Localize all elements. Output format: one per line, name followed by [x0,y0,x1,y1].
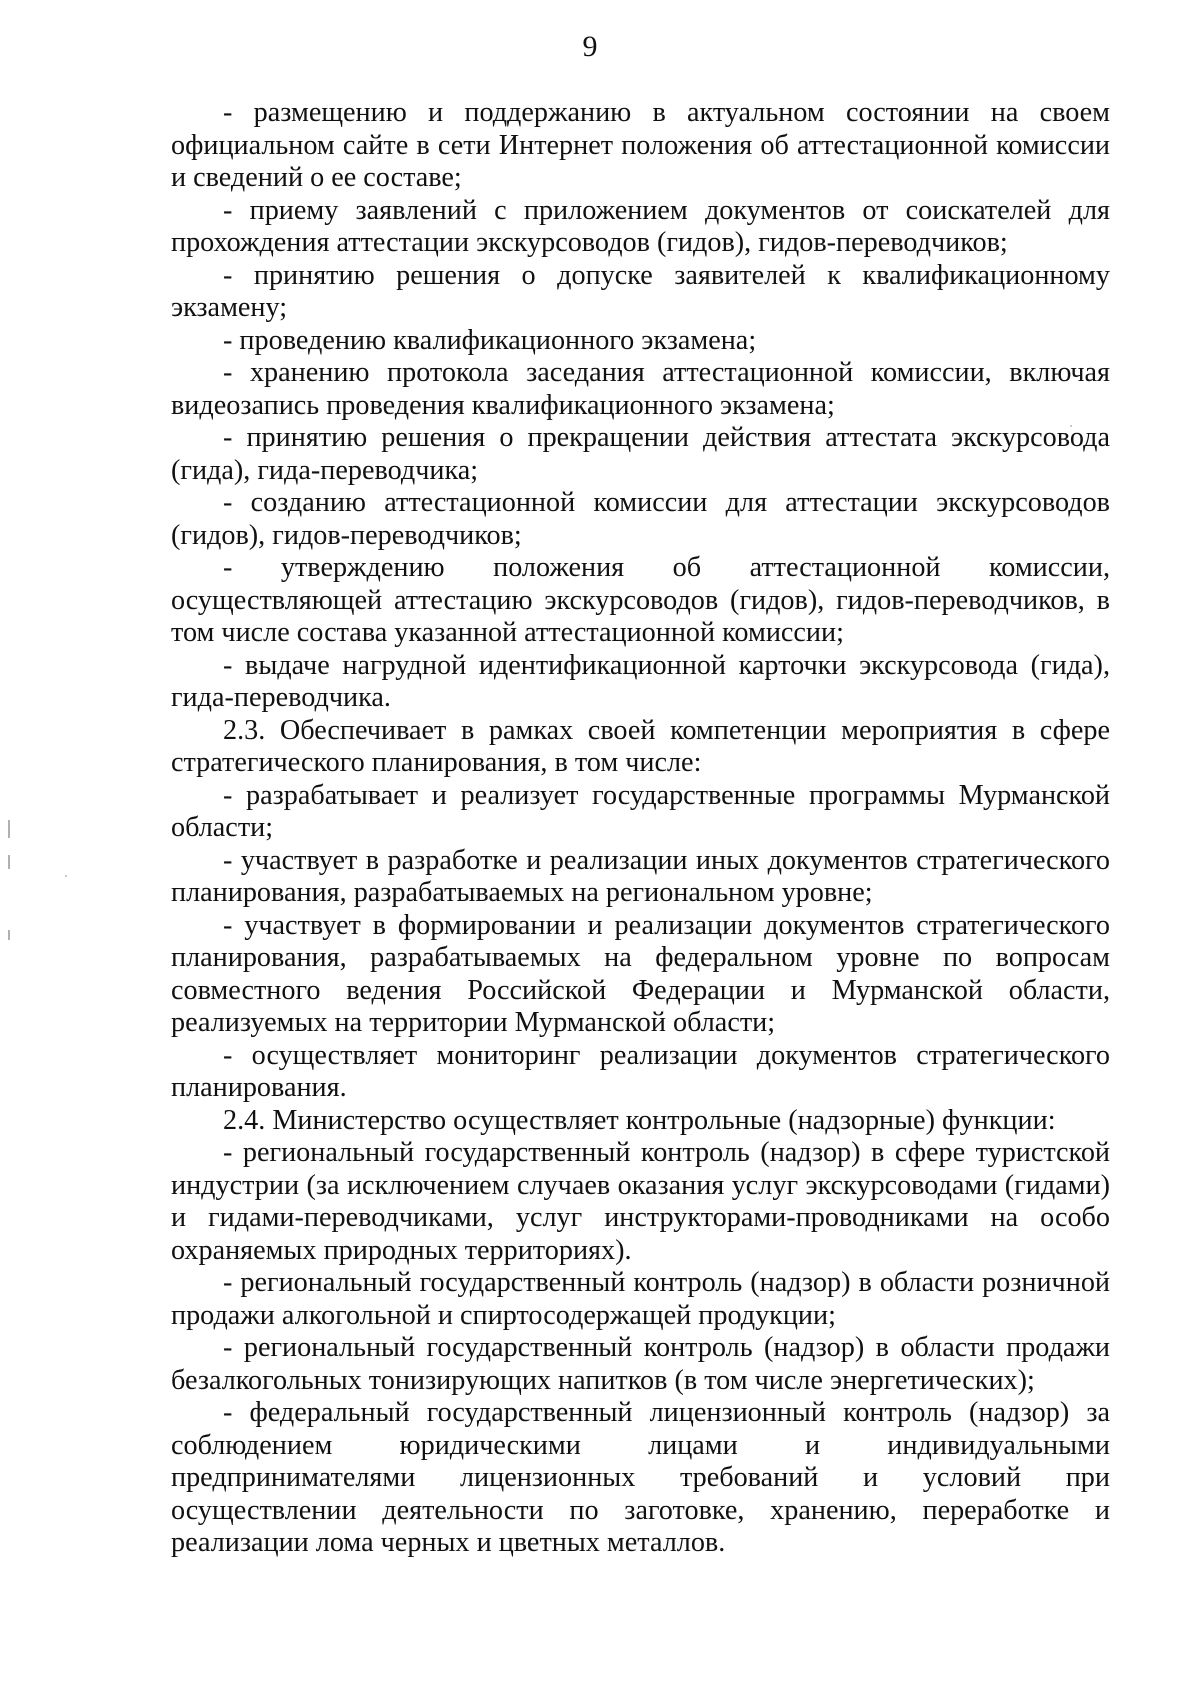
paragraph: - региональный государственный контроль (надзор) в сфере туристской индустрии (за исключением случаев оказания услуг экскурсоводами (гидами) и гидами-переводчиками, услуг инструкторами-проводниками на особо охраняемых природных территориях). [171,1137,1110,1266]
paragraph: - региональный государственный контроль (надзор) в области розничной продажи алкогольной и спиртосодержащей продукции; [171,1267,1110,1331]
scan-artifact-mark [8,855,10,869]
paragraph: - принятию решения о прекращении действия аттестата экскурсовода (гида), гида-переводчика; [171,422,1110,486]
section-paragraph: 2.4. Министерство осуществляет контрольные (надзорные) функции: [223,1104,1056,1136]
paragraph: - хранению протокола заседания аттестационной комиссии, включая видеозапись проведения квалификационного экзамена; [171,357,1110,421]
scan-artifact-dot [65,875,67,877]
paragraph: - проведению квалификационного экзамена; [223,324,757,356]
section-paragraph: 2.3. Обеспечивает в рамках своей компетенции мероприятия в сфере стратегического планирования, в том числе: [171,714,1110,778]
paragraph: - региональный государственный контроль (надзор) в области продажи безалкогольных тонизирующих напитков (в том числе энергетических); [171,1332,1110,1396]
page-number: 9 [582,30,598,63]
paragraph: - федеральный государственный лицензионный контроль (надзор) за соблюдением юридическими лицами и индивидуальными предпринимателями лицензионных требований и условий при осуществлении деятельности по заготовке, хранению, переработке и реализации лома черных и цветных металлов. [171,1397,1110,1558]
paragraph: - участвует в формировании и реализации документов стратегического планирования, разрабатываемых на федеральном уровне по вопросам совместного ведения Российской Федерации и Мурманской области, реализуемых на территории Мурманской области; [171,909,1110,1038]
paragraph: - утверждению положения об аттестационной комиссии, осуществляющей аттестацию экскурсоводов (гидов), гидов-переводчиков, в том числе состава указанной аттестационной комиссии; [171,552,1110,648]
paragraph: - созданию аттестационной комиссии для аттестации экскурсоводов (гидов), гидов-переводчиков; [171,487,1110,551]
paragraph: - принятию решения о допуске заявителей к квалификационному экзамену; [171,259,1110,323]
paragraph: - разрабатывает и реализует государственные программы Мурманской области; [171,779,1110,843]
paragraph: - осуществляет мониторинг реализации документов стратегического планирования. [171,1039,1110,1103]
paragraph: - размещению и поддержанию в актуальном состоянии на своем официальном сайте в сети Интернет положения об аттестационной комиссии и сведений о ее составе; [171,97,1110,193]
paragraph: - выдаче нагрудной идентификационной карточки экскурсовода (гида), гида-переводчика. [171,649,1110,713]
scan-artifact-mark [8,820,10,838]
scan-artifact-mark [8,930,10,940]
paragraph: - участвует в разработке и реализации иных документов стратегического планирования, разрабатываемых на региональном уровне; [171,844,1110,908]
document-body [171,97,1110,1560]
paragraph: - приему заявлений с приложением документов от соискателей для прохождения аттестации экскурсоводов (гидов), гидов-переводчиков; [171,194,1110,258]
